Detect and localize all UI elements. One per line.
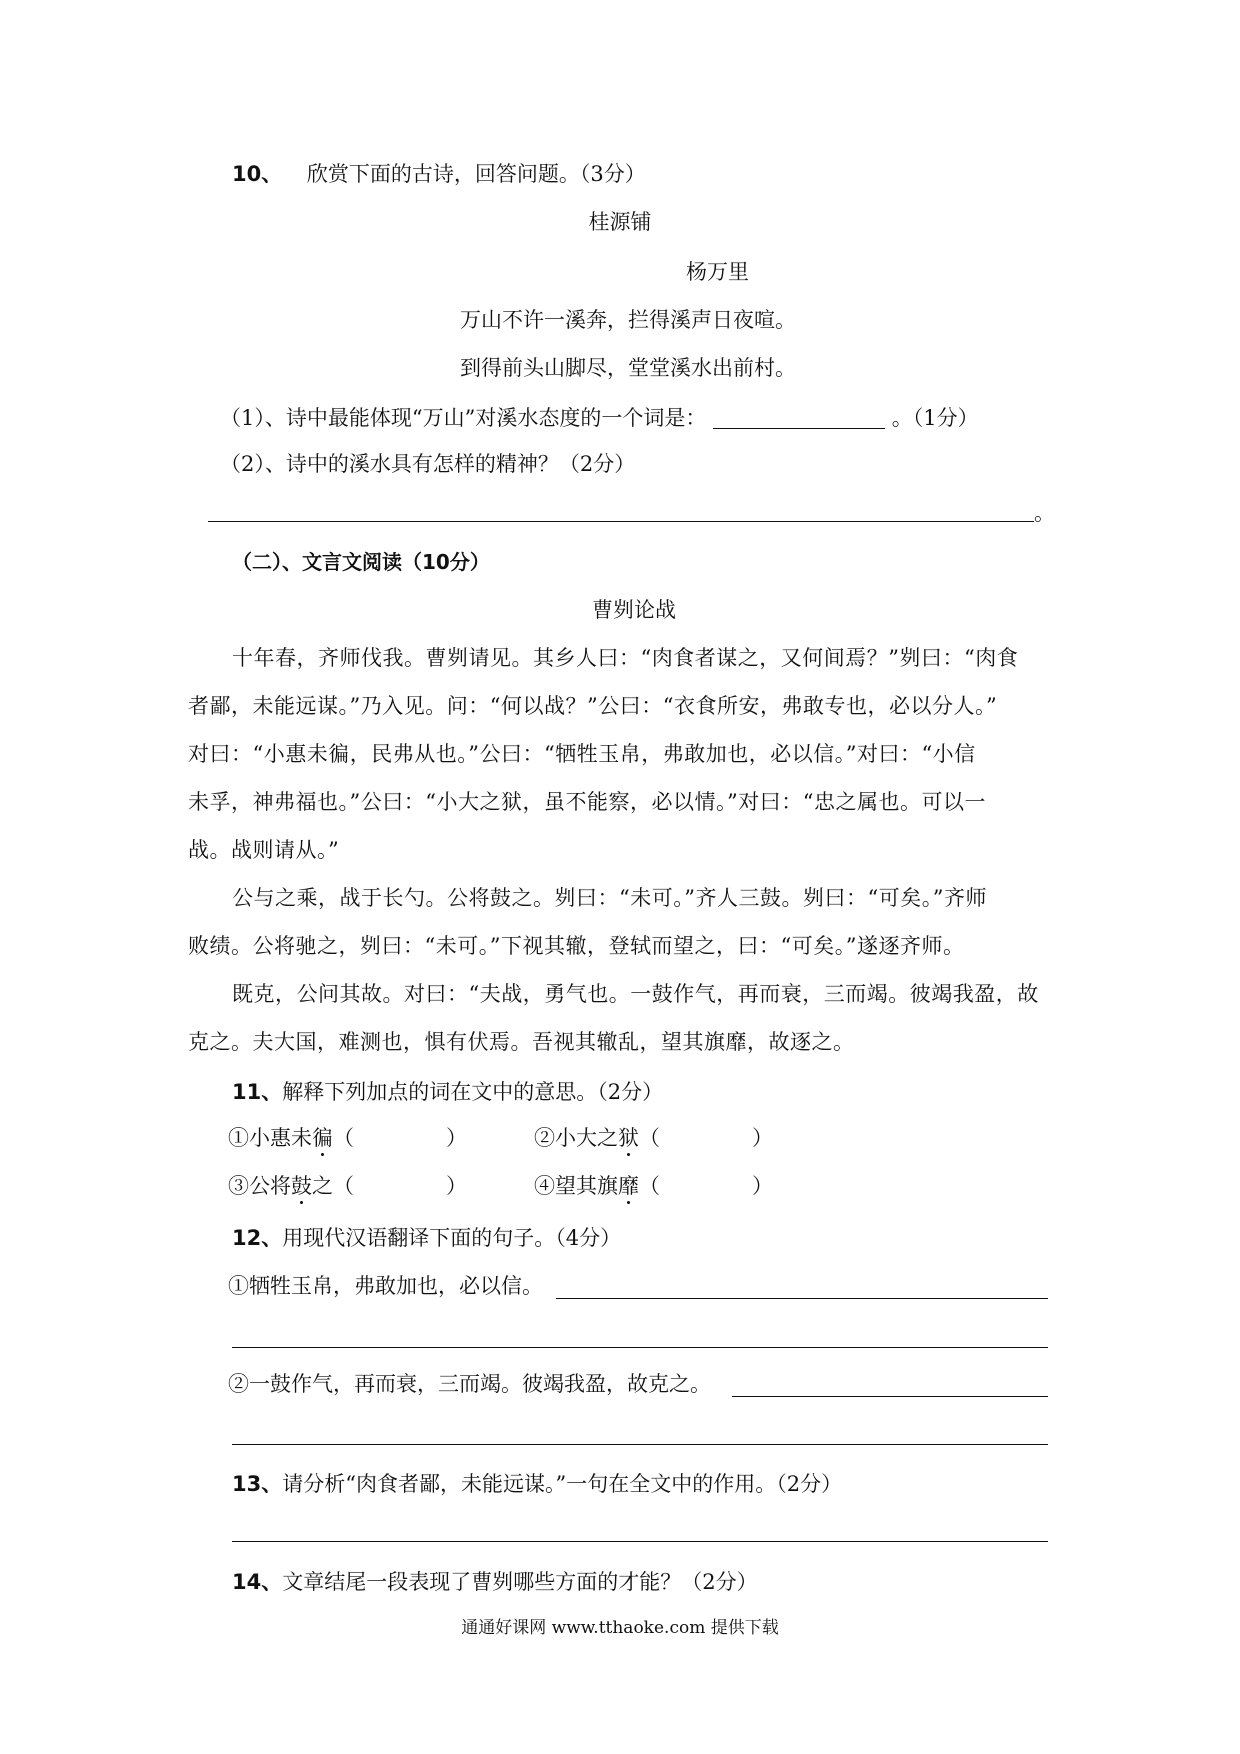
q11-prompt: 解释下列加点的词在文中的意思。（2分） <box>282 1080 664 1104</box>
poem-author: 杨万里 <box>686 260 749 284</box>
passage-line-6: 公与之乘，战于长勺。公将鼓之。刿曰：“未可。”齐人三鼓。刿曰：“可矣。”齐师 <box>232 886 987 910</box>
q13-answer-line[interactable] <box>232 1541 1048 1542</box>
passage-title: 曹刿论战 <box>592 598 676 622</box>
q11-item-1-close: ） <box>446 1126 467 1150</box>
q10-sub2: （2）、诗中的溪水具有怎样的精神？（2分） <box>220 452 636 476</box>
q11-number: 11、 <box>232 1080 283 1104</box>
q12-s1-answer-line-2[interactable] <box>232 1347 1048 1348</box>
q10-number: 10、 <box>232 162 283 186</box>
q14-number: 14、 <box>232 1570 283 1594</box>
q14-heading <box>232 1572 758 1593</box>
q11-item-4-pre: ④望其旗 <box>534 1174 618 1198</box>
q11-item-2-open: （ <box>639 1126 660 1150</box>
q11-item-2 <box>534 1128 773 1149</box>
q11-item-4-dotted-char: 靡 <box>618 1174 639 1198</box>
q10-sub1 <box>220 406 979 429</box>
q10-heading <box>232 164 646 185</box>
q11-item-3-open: 之（ <box>312 1174 354 1198</box>
q12-sentence-2: ②一鼓作气，再而衰，三而竭。彼竭我盈，故克之。 <box>228 1372 711 1396</box>
passage-line-5: 战。战则请从。” <box>188 838 340 862</box>
q11-item-3-dotted-char: 鼓 <box>291 1174 312 1198</box>
q11-item-2-dotted-char: 狱 <box>618 1126 639 1150</box>
q13-prompt: 请分析“肉食者鄙，未能远谋。”一句在全文中的作用。（2分） <box>282 1472 843 1496</box>
q13-number: 13、 <box>232 1472 283 1496</box>
q12-prompt: 用现代汉语翻译下面的句子。（4分） <box>282 1226 622 1250</box>
passage-line-2: 者鄙，未能远谋。”乃入见。问：“何以战？”公曰：“衣食所安，弗敢专也，必以分人。” <box>188 694 998 718</box>
passage-line-1: 十年春，齐师伐我。曹刿请见。其乡人曰：“肉食者谋之，又何间焉？”刿曰：“肉食 <box>232 646 1019 670</box>
q12-number: 12、 <box>232 1226 283 1250</box>
q11-item-4-open: （ <box>639 1174 660 1198</box>
passage-line-3: 对曰：“小惠未徧，民弗从也。”公曰：“牺牲玉帛，弗敢加也，必以信。”对曰：“小信 <box>188 742 976 766</box>
q11-item-4 <box>534 1176 773 1197</box>
passage-line-7: 败绩。公将驰之，刿曰：“未可。”下视其辙，登轼而望之，曰：“可矣。”遂逐齐师。 <box>188 934 965 958</box>
q10-sub1-answer-blank[interactable] <box>713 406 885 429</box>
poem-line-1: 万山不许一溪奔，拦得溪声日夜喧。 <box>460 308 796 332</box>
passage-line-9: 克之。夫大国，难测也，惧有伏焉。吾视其辙乱，望其旗靡，故逐之。 <box>188 1030 855 1054</box>
q11-item-3-pre: ③公将 <box>228 1174 291 1198</box>
section2-heading: （二）、文言文阅读（10分） <box>232 550 490 574</box>
q11-item-4-close: ） <box>752 1174 773 1198</box>
q11-item-3-close: ） <box>446 1174 467 1198</box>
q12-sentence-1: ①牺牲玉帛，弗敢加也，必以信。 <box>228 1274 543 1298</box>
q12-s1-answer-line-1[interactable] <box>556 1298 1048 1299</box>
q10-sub1-text: （1）、诗中最能体现“万山”对溪水态度的一个词是： <box>220 406 707 430</box>
q11-item-1-pre: ①小惠未 <box>228 1126 312 1150</box>
passage-line-8: 既克，公问其故。对曰：“夫战，勇气也。一鼓作气，再而衰，三而竭。彼竭我盈，故 <box>232 982 1039 1006</box>
q11-item-2-close: ） <box>752 1126 773 1150</box>
q12-s2-answer-line-2[interactable] <box>232 1444 1048 1445</box>
q11-item-1 <box>228 1128 467 1149</box>
poem-title: 桂源铺 <box>588 210 652 234</box>
q12-heading <box>232 1228 621 1249</box>
q14-prompt: 文章结尾一段表现了曹刿哪些方面的才能？（2分） <box>282 1570 758 1594</box>
q11-item-2-pre: ②小大之 <box>534 1126 618 1150</box>
poem-line-2: 到得前头山脚尽，堂堂溪水出前村。 <box>460 356 796 380</box>
q12-s2-answer-line-1[interactable] <box>732 1396 1048 1397</box>
q13-heading <box>232 1474 842 1495</box>
q10-prompt: 欣赏下面的古诗，回答问题。（3分） <box>306 162 646 186</box>
q11-item-1-dotted-char: 徧 <box>312 1126 333 1150</box>
q10-sub2-tail: 。 <box>1034 501 1055 525</box>
q11-item-1-open: （ <box>333 1126 354 1150</box>
q11-item-3 <box>228 1176 467 1197</box>
q11-heading <box>232 1082 663 1103</box>
q10-sub2-answer-line[interactable] <box>208 521 1034 522</box>
page-footer: 通通好课网 www.tthaoke.com 提供下载 <box>461 1618 779 1638</box>
q10-sub1-tail: 。（1分） <box>891 406 979 430</box>
passage-line-4: 未孚，神弗福也。”公曰：“小大之狱，虽不能察，必以情。”对曰：“忠之属也。可以一 <box>188 790 986 814</box>
